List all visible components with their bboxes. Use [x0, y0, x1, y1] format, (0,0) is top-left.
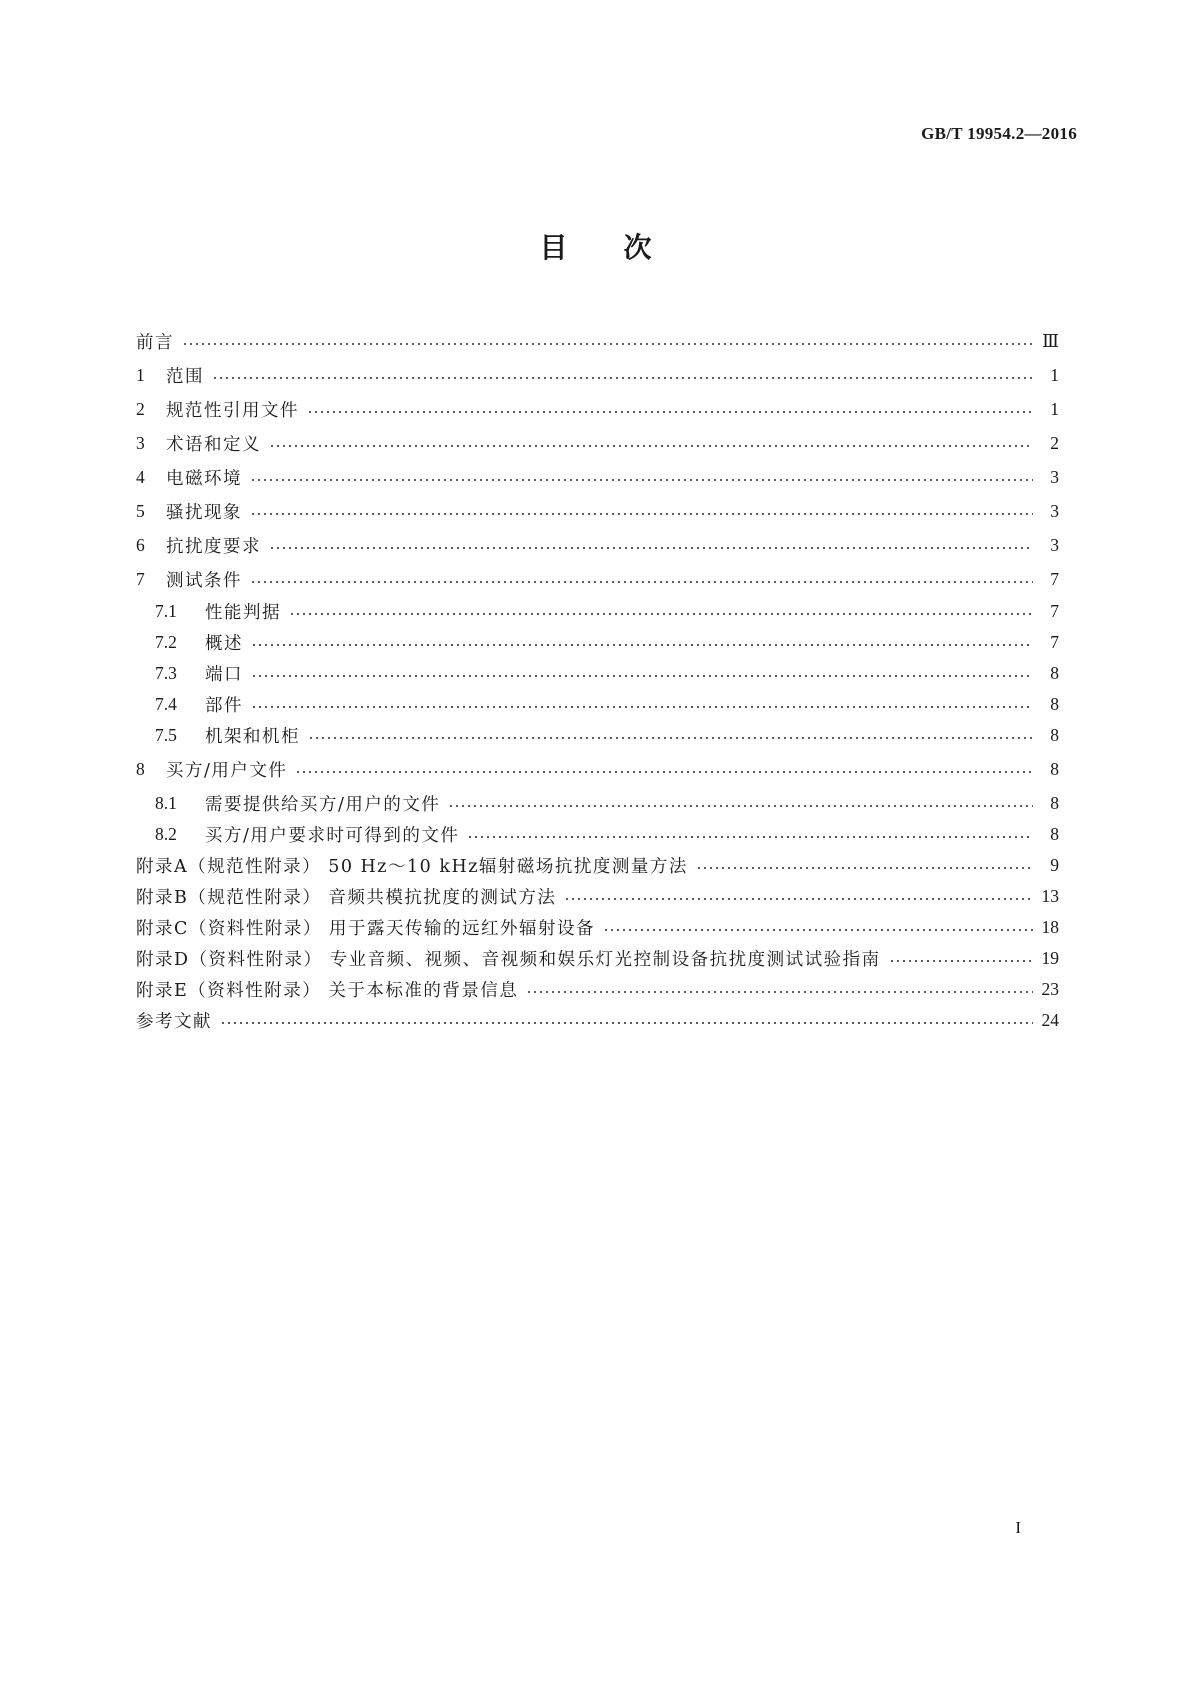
toc-entry-number: 8.2: [155, 823, 177, 844]
toc-entry-4[interactable]: [136, 463, 1059, 491]
leader-dots: [182, 342, 1033, 346]
leader-dots: [307, 410, 1033, 414]
toc-entry-label: 附录A（规范性附录） 50 Hz～10 kHz辐射磁场抗扰度测量方法: [136, 856, 688, 877]
toc-entry-number: 5: [136, 500, 145, 521]
toc-entry-label: 电磁环境: [166, 468, 242, 489]
toc-entry-label: 规范性引用文件: [166, 400, 299, 421]
leader-dots: [251, 674, 1033, 678]
toc-entry-label: 端口: [205, 664, 243, 685]
toc-entry-1[interactable]: [136, 361, 1059, 389]
toc-entry-7-1[interactable]: [155, 597, 1059, 625]
toc-entry-label: 范围: [166, 366, 204, 387]
toc-entry-page: 3: [1050, 466, 1059, 487]
toc-entry-page: 8: [1050, 823, 1059, 844]
toc-entry-page: 19: [1041, 947, 1059, 968]
toc-entry-3[interactable]: [136, 429, 1059, 457]
toc-entry-number: 6: [136, 534, 145, 555]
toc-entry-label: 附录E（资料性附录） 关于本标准的背景信息: [136, 980, 519, 1001]
toc-entry-8-1[interactable]: [155, 789, 1059, 817]
toc-entry-page: 1: [1050, 364, 1059, 385]
toc-entry-number: 8: [136, 758, 145, 779]
toc-entry-number: 7.5: [155, 724, 177, 745]
toc-entry-number: 7.3: [155, 662, 177, 683]
toc-entry-7-3[interactable]: [155, 659, 1059, 687]
leader-dots: [269, 444, 1033, 448]
toc-entry-annex-a[interactable]: [136, 851, 1059, 879]
leader-dots: [603, 928, 1033, 932]
toc-entry-page: 3: [1050, 534, 1059, 555]
toc-entry-page: 8: [1050, 693, 1059, 714]
leader-dots: [251, 643, 1033, 647]
toc-entry-7-5[interactable]: [155, 721, 1059, 749]
leader-dots: [889, 959, 1033, 963]
leader-dots: [289, 612, 1033, 616]
toc-entry-label: 买方/用户要求时可得到的文件: [205, 825, 460, 846]
toc-entry-label: 性能判据: [205, 602, 281, 623]
leader-dots: [448, 804, 1033, 808]
leader-dots: [220, 1021, 1033, 1025]
toc-entry-number: 7.2: [155, 631, 177, 652]
toc-entry-label: 附录C（资料性附录） 用于露天传输的远红外辐射设备: [136, 918, 595, 939]
toc-entry-page: 3: [1050, 500, 1059, 521]
toc-entry-page: 18: [1041, 916, 1059, 937]
toc-entry-label: 骚扰现象: [166, 502, 242, 523]
page-number: I: [1015, 1518, 1021, 1537]
toc-entry-number: 3: [136, 432, 145, 453]
leader-dots: [250, 580, 1033, 584]
toc-entry-page: 8: [1050, 758, 1059, 779]
leader-dots: [250, 478, 1033, 482]
leader-dots: [564, 897, 1033, 901]
toc-entry-8-2[interactable]: [155, 820, 1059, 848]
toc-entry-number: 2: [136, 398, 145, 419]
toc-entry-page: Ⅲ: [1042, 330, 1059, 351]
leader-dots: [251, 705, 1033, 709]
toc-entry-label: 前言: [136, 332, 174, 353]
toc-entry-5[interactable]: [136, 497, 1059, 525]
toc-entry-page: 13: [1041, 885, 1059, 906]
toc-entry-annex-b[interactable]: [136, 882, 1059, 910]
toc-entry-label: 附录B（规范性附录） 音频共模抗扰度的测试方法: [136, 887, 557, 908]
leader-dots: [526, 990, 1033, 994]
toc-entry-page: 7: [1050, 600, 1059, 621]
leader-dots: [295, 770, 1033, 774]
toc-entry-7-2[interactable]: [155, 628, 1059, 656]
toc-entry-number: 7.4: [155, 693, 177, 714]
toc-entry-page: 8: [1050, 792, 1059, 813]
toc-entry-page: 7: [1050, 568, 1059, 589]
toc-entry-page: 8: [1050, 724, 1059, 745]
toc-entry-label: 需要提供给买方/用户的文件: [205, 794, 441, 815]
toc-entry-2[interactable]: [136, 395, 1059, 423]
toc-entry-number: 8.1: [155, 792, 177, 813]
leader-dots: [467, 835, 1033, 839]
leader-dots: [212, 376, 1033, 380]
toc-entry-annex-e[interactable]: [136, 975, 1059, 1003]
toc-entry-label: 概述: [205, 633, 243, 654]
toc-entry-label: 机架和机柜: [205, 726, 300, 747]
toc-entry-7-4[interactable]: [155, 690, 1059, 718]
toc-entry-6[interactable]: [136, 531, 1059, 559]
toc-entry-label: 测试条件: [166, 570, 242, 591]
toc-entry-page: 2: [1050, 432, 1059, 453]
toc-entry-7[interactable]: [136, 565, 1059, 593]
toc-entry-number: 4: [136, 466, 145, 487]
toc-entry-label: 部件: [205, 695, 243, 716]
toc-entry-page: 24: [1041, 1009, 1059, 1030]
leader-dots: [696, 866, 1033, 870]
toc-entry-page: 1: [1050, 398, 1059, 419]
toc-entry-page: 23: [1041, 978, 1059, 999]
toc-entry-number: 7: [136, 568, 145, 589]
page-title: 目次: [539, 231, 708, 264]
toc-entry-8[interactable]: [136, 755, 1059, 783]
toc-entry-foreword[interactable]: [136, 327, 1059, 355]
leader-dots: [269, 546, 1033, 550]
leader-dots: [308, 736, 1033, 740]
toc-entry-page: 7: [1050, 631, 1059, 652]
toc-entry-annex-c[interactable]: [136, 913, 1059, 941]
toc-entry-bibliography[interactable]: [136, 1006, 1059, 1034]
toc-entry-page: 8: [1050, 662, 1059, 683]
leader-dots: [250, 512, 1033, 516]
toc-entry-label: 抗扰度要求: [166, 536, 261, 557]
toc-entry-annex-d[interactable]: [136, 944, 1059, 972]
standard-number: GB/T 19954.2—2016: [921, 124, 1077, 143]
toc-entry-label: 参考文献: [136, 1011, 212, 1032]
toc-entry-page: 9: [1050, 854, 1059, 875]
toc-entry-label: 附录D（资料性附录） 专业音频、视频、音视频和娱乐灯光控制设备抗扰度测试试验指南: [136, 949, 881, 970]
toc-entry-label: 买方/用户文件: [166, 760, 288, 781]
toc-entry-label: 术语和定义: [166, 434, 261, 455]
toc-entry-number: 1: [136, 364, 145, 385]
toc-entry-number: 7.1: [155, 600, 177, 621]
